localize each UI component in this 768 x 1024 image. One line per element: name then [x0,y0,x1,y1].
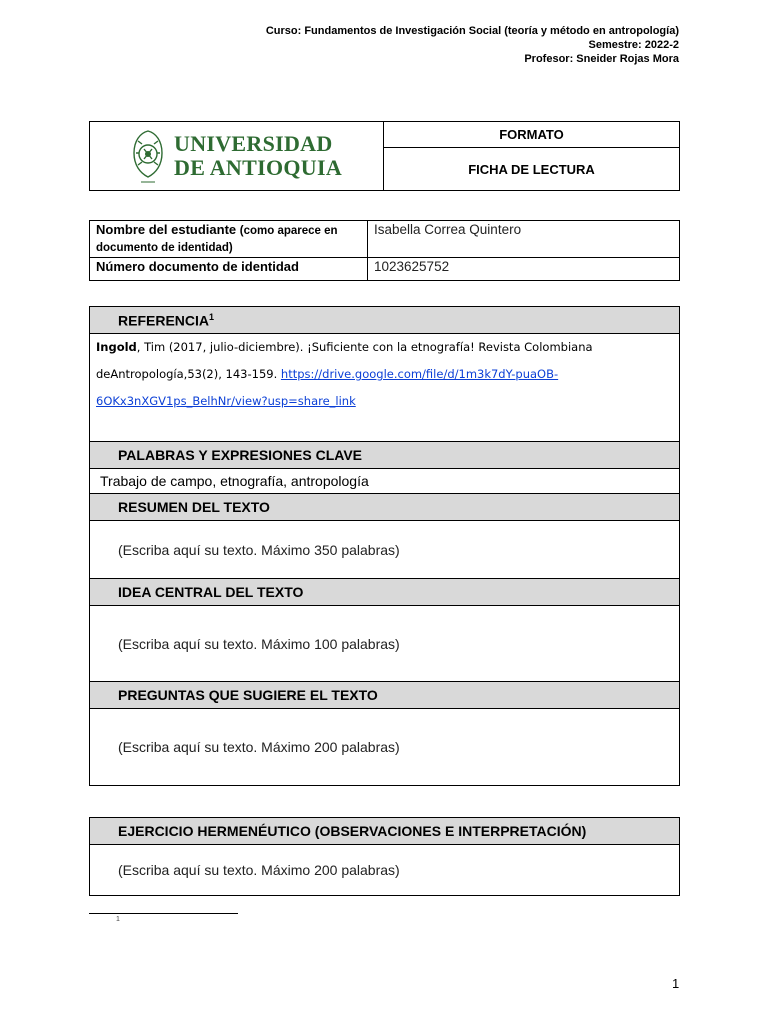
keywords-header [90,442,680,469]
reference-header [90,307,680,334]
format-header-table [89,121,680,191]
footnote-mark: 1 [116,916,120,923]
central-idea-field[interactable]: (Escriba aquí su texto. Máximo 100 palabras) [90,606,680,682]
reference-body [90,334,680,442]
reference-link[interactable]: https://drive.google.com/file/d/1m3k7dY-puaOB-6OKx3nXGV1ps_BelhNr/view?usp=share_link [96,367,559,408]
hermeneutic-header [90,818,680,845]
summary-header [90,494,680,521]
questions-field[interactable]: (Escriba aquí su texto. Máximo 200 palabras) [90,709,680,786]
course-line: Curso: Fundamentos de Investigación Social (teoría y método en antropología) [265,25,679,37]
summary-title: RESUMEN DEL TEXTO [90,494,680,521]
format-title: FORMATO [384,122,680,148]
logo-cell [90,122,384,191]
reference-author: Ingold [96,340,137,354]
hermeneutic-table [89,817,680,896]
central-idea-title: IDEA CENTRAL DEL TEXTO [90,579,680,606]
footnote-separator [89,913,238,914]
reference-text: , Tim (2017, julio-diciembre). ¡Suficiente con la etnografía! Revista Colombiana deAntropología,53(2), 143-159. [96,340,593,381]
questions-header [90,682,680,709]
document-header [266,24,679,66]
keywords-field[interactable]: Trabajo de campo, etnografía, antropología [90,469,680,494]
student-name-label: Nombre del estudiante (como aparece en documento de identidad) [90,221,368,258]
summary-field[interactable]: (Escriba aquí su texto. Máximo 350 palabras) [90,521,680,579]
keywords-body [90,469,680,494]
hermeneutic-field[interactable]: (Escriba aquí su texto. Máximo 200 palabras) [90,845,680,896]
keywords-title: PALABRAS Y EXPRESIONES CLAVE [90,442,680,469]
semester-line: Semestre: 2022-2 [588,39,679,51]
student-id-label: Número documento de identidad [90,258,368,281]
central-idea-header [90,579,680,606]
summary-body [90,521,680,579]
student-id-field[interactable]: 1023625752 [368,258,680,281]
student-info-table [89,220,680,281]
hermeneutic-title: EJERCICIO HERMENÉUTICO (OBSERVACIONES E INTERPRETACIÓN) [90,818,680,845]
central-idea-body [90,606,680,682]
reading-sheet-table [89,306,680,786]
university-name-line1: UNIVERSIDAD [174,131,333,156]
university-seal-icon [130,127,166,185]
questions-title: PREGUNTAS QUE SUGIERE EL TEXTO [90,682,680,709]
page-number: 1 [672,976,680,991]
footnote-ref-mark: 1 [209,311,215,322]
university-name-line2: DE ANTIOQUIA [174,155,343,180]
student-name-field[interactable]: Isabella Correa Quintero [368,221,680,258]
reference-title: REFERENCIA [118,312,210,329]
format-subtitle: FICHA DE LECTURA [384,148,680,191]
university-name [174,132,342,180]
hermeneutic-body [90,845,680,896]
professor-line: Profesor: Sneider Rojas Mora [524,53,679,65]
questions-body [90,709,680,786]
